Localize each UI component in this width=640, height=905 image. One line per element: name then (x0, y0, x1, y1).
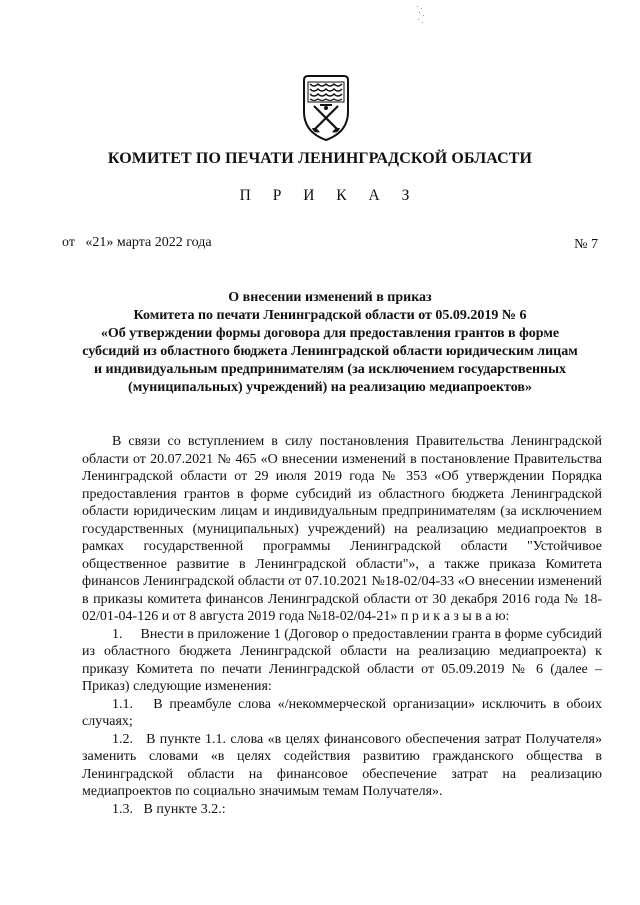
title-line: и индивидуальным предпринимателям (за исключением государственных (93, 362, 567, 377)
document-body (82, 433, 606, 818)
title-line: «Об утверждении формы договора для предоставления грантов в форме (100, 326, 560, 341)
scan-noise (416, 4, 426, 26)
organization-name: КОМИТЕТ ПО ПЕЧАТИ ЛЕНИНГРАДСКОЙ ОБЛАСТИ (107, 150, 533, 167)
title-line: О внесении изменений в приказ (228, 290, 432, 305)
title-line: Комитета по печати Ленинградской области от 05.09.2019 № 6 (133, 308, 527, 323)
title-line: субсидий из областного бюджета Ленинградской области юридическим лицам (82, 344, 578, 359)
document-type: П Р И К А З (239, 187, 419, 204)
item-1-paragraph: 1. Внести в приложение 1 (Договор о предоставлении гранта в форме субсидий из областного бюджета Ленинградской области на реализацию медиапроекта) к приказу Комитета по печати Ленинградской области от 05.09.2019 № 6 (далее – Приказ) следующие изменения: (82, 626, 606, 694)
document-number: № 7 (574, 237, 598, 252)
document-title (70, 289, 590, 397)
coat-of-arms-icon (300, 72, 352, 142)
item-1-2-paragraph: 1.2. В пункте 1.1. слова «в целях финансового обеспечения затрат Получателя» заменить словами «в целях содействия развитию гражданского общества в Ленинградской области на финансовое обеспечение затрат на реализацию медиапроектов по социально значимым темам Получателя». (82, 731, 606, 799)
item-1-1-paragraph: 1.1. В преамбуле слова «/некоммерческой организации» исключить в обоих случаях; (82, 696, 606, 729)
document-date: от «21» марта 2022 года (62, 235, 212, 250)
title-line: (муниципальных) учреждений) на реализацию медиапроектов» (128, 380, 532, 395)
item-1-3-paragraph: 1.3. В пункте 3.2.: (112, 801, 226, 817)
preamble-paragraph: В связи со вступлением в силу постановления Правительства Ленинградской области от 20.07.2021 № 465 «О внесении изменений в постановление Правительства Ленинградской области от 29 июля 2019 года № 353 «Об утверждении Порядка предоставления грантов в форме субсидий из областного бюджета Ленинградской области юридическим лицам и индивидуальным предпринимателям (за исключением государственных (муниципальных) учреждений) на реализацию медиапроектов в рамках государственной программы Ленинградской области "Устойчивое общественное развитие в Ленинградской области"», а также приказа Комитета финансов Ленинградской области от 07.10.2021 №18-02/04-33 «О внесении изменений в приказы комитета финансов Ленинградской области от 30 декабря 2016 года № 18-02/01-04-126 и от 8 августа 2019 года №18-02/04-21» п р и к а з ы в а ю: (82, 434, 602, 624)
